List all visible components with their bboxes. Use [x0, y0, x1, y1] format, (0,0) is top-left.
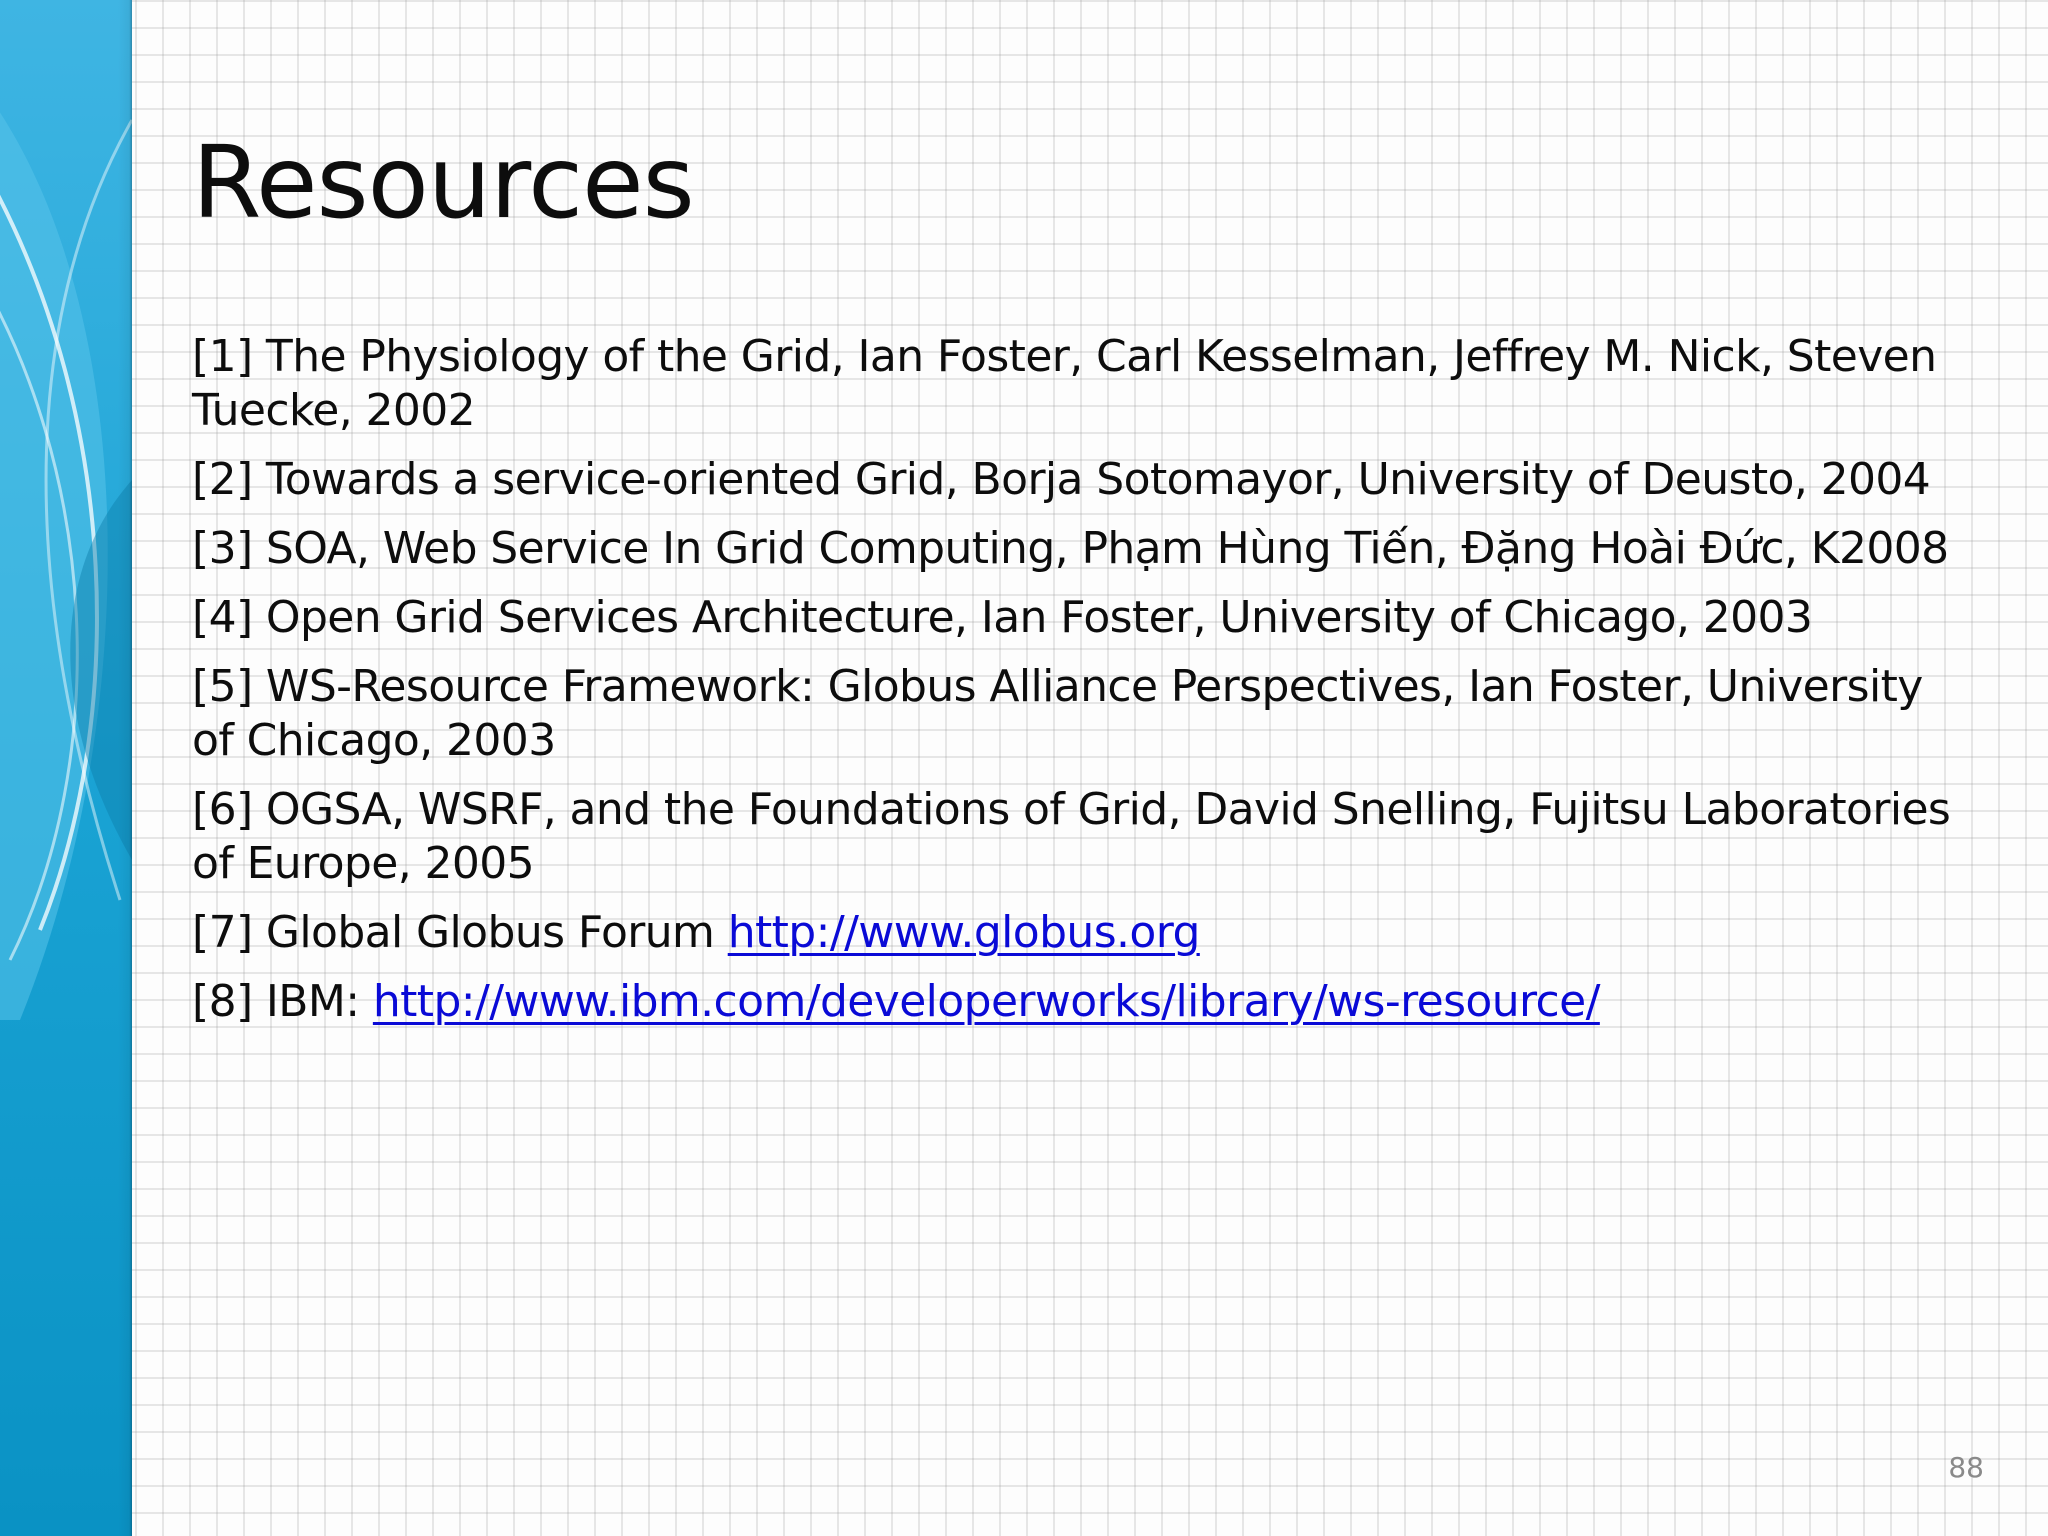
- reference-text: [4] Open Grid Services Architecture, Ian Foster, University of Chicago, 2003: [192, 592, 1813, 643]
- reference-text: [2] Towards a service-oriented Grid, Borja Sotomayor, University of Deusto, 2004: [192, 454, 1931, 505]
- reference-item: [192, 330, 1952, 438]
- reference-item: [192, 975, 1952, 1029]
- page-number: 88: [1948, 1451, 1984, 1484]
- reference-item: [192, 591, 1952, 645]
- reference-text: [5] WS-Resource Framework: Globus Alliance Perspectives, Ian Foster, University of Chicago, 2003: [192, 661, 1923, 766]
- globus-link[interactable]: http://www.globus.org: [727, 907, 1200, 958]
- reference-text: [1] The Physiology of the Grid, Ian Foster, Carl Kesselman, Jeffrey M. Nick, Steven Tuecke, 2002: [192, 331, 1937, 436]
- reference-list: [192, 330, 1952, 1044]
- reference-item: [192, 453, 1952, 507]
- reference-item: [192, 660, 1952, 768]
- side-band-graphic: [0, 0, 132, 1536]
- reference-text: [7] Global Globus Forum: [192, 907, 728, 958]
- reference-text: [6] OGSA, WSRF, and the Foundations of Grid, David Snelling, Fujitsu Laboratories of Europe, 2005: [192, 784, 1951, 889]
- ibm-link[interactable]: http://www.ibm.com/developerworks/library/ws-resource/: [372, 976, 1600, 1027]
- reference-item: [192, 522, 1952, 576]
- decorative-side-band: [0, 0, 132, 1536]
- reference-text: [8] IBM:: [192, 976, 373, 1027]
- reference-item: [192, 783, 1952, 891]
- slide-title: Resources: [192, 124, 694, 241]
- reference-text: [3] SOA, Web Service In Grid Computing, Phạm Hùng Tiến, Đặng Hoài Đức, K2008: [192, 523, 1949, 574]
- reference-item: [192, 906, 1952, 960]
